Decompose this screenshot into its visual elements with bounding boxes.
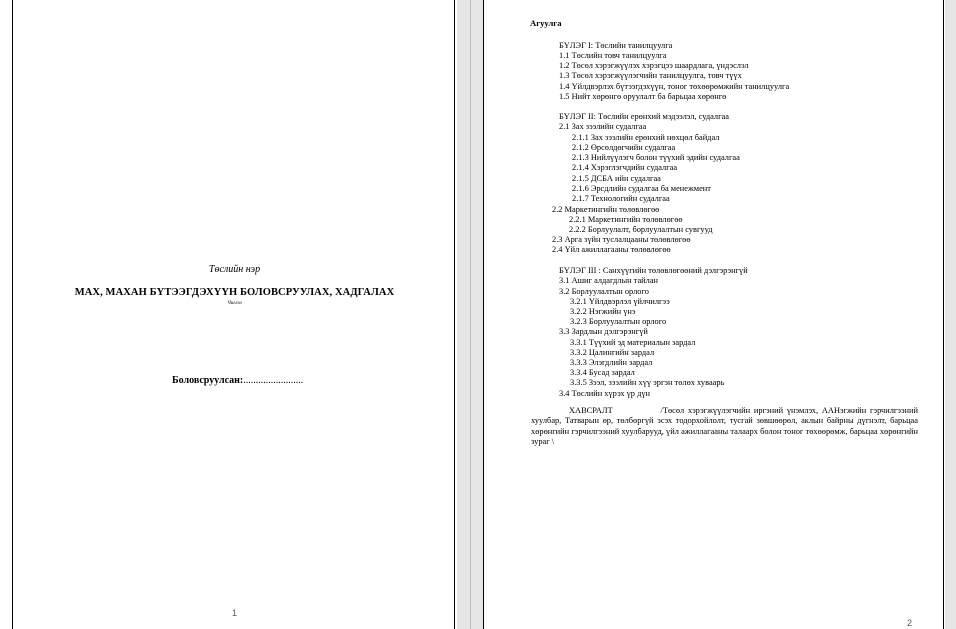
left-margin bbox=[0, 0, 12, 629]
toc-entry: БҮЛЭГ III : Санхүүгийн төлөвлөгөөний дэлгэрэнгүй bbox=[559, 266, 748, 275]
toc-entry: 3.1 Ашиг алдагдлын тайлан bbox=[559, 276, 659, 285]
right-margin bbox=[945, 0, 956, 629]
toc-entry: 2.1.5 ДСБА ийн судалгаа bbox=[572, 174, 661, 183]
document-page-1 bbox=[12, 0, 455, 629]
toc-entry: 2.1.4 Хэрэглэгчдийн судалгаа bbox=[572, 163, 678, 172]
toc-entry: 3.2.3 Борлуулалтын орлого bbox=[570, 317, 667, 326]
toc-entry: 2.1.7 Технологийн судалгаа bbox=[572, 194, 670, 203]
page-divider bbox=[470, 0, 471, 629]
toc-entry: 2.2 Маркетингийн төлөвлөгөө bbox=[552, 205, 660, 214]
project-name-label: Төслийн нэр bbox=[208, 264, 261, 275]
document-page-2 bbox=[483, 0, 944, 629]
direction-note: Чиглэл bbox=[227, 301, 242, 306]
toc-entry: 3.3 Зардлын дэлгэрэнгүй bbox=[559, 327, 648, 336]
project-title: МАХ, МАХАН БҮТЭЭГДЭХҮҮН БОЛОВСРУУЛАХ, ХАДГАЛАХ bbox=[74, 287, 395, 298]
toc-entry: 3.3.1 Түүхий эд материалын зардал bbox=[570, 338, 696, 347]
prepared-by bbox=[172, 375, 303, 386]
toc-entry: 2.1 Зах зээлийн судалгаа bbox=[559, 122, 647, 131]
toc-heading: Агуулга bbox=[530, 18, 562, 28]
toc-entry: 2.1.1 Зах зээлийн ерөнхий нөхцөл байдал bbox=[572, 133, 720, 142]
toc-entry: 3.2 Борлуулалтын орлого bbox=[559, 287, 649, 296]
toc-entry: 2.2.1 Маркетингийн төлөвлөгөө bbox=[569, 215, 683, 224]
toc-entry: 3.2.1 Үйлдвэрлэл үйлчилгээ bbox=[570, 297, 670, 306]
toc-entry: 1.1 Төслийн товч танилцуулга bbox=[559, 51, 667, 60]
toc-entry: 1.4 Үйлдвэрлэх бүтээгдэхүүн, тоног төхөөрөмжийн танилцуулга bbox=[559, 82, 790, 91]
toc-entry: 1.5 Нийт хөрөнгө оруулалт ба барьцаа хөрөнгө bbox=[559, 92, 727, 101]
toc-entry: 3.3.2 Цалингийн зардал bbox=[570, 348, 655, 357]
appendix-paragraph bbox=[531, 406, 918, 447]
prepared-by-blank: ........................ bbox=[243, 375, 304, 386]
toc-entry: 2.4 Үйл ажиллагааны төлөвлөгөө bbox=[552, 245, 671, 254]
toc-entry: 2.1.6 Эрсдлийн судалгаа ба менежмент bbox=[572, 184, 711, 193]
toc-entry: БҮЛЭГ II: Төслийн ерөнхий мэдээлэл, судалгаа bbox=[559, 112, 729, 121]
appendix-label: ХАВСРАЛТ bbox=[569, 406, 613, 415]
toc-entry: 2.2.2 Борлуулалт, борлуулалтын сувгууд bbox=[569, 225, 713, 234]
toc-entry: 3.3.4 Бусад зардал bbox=[570, 368, 635, 377]
prepared-by-label: Боловсруулсан: bbox=[172, 375, 244, 386]
page-number: 2 bbox=[907, 618, 913, 628]
toc-entry: 1.2 Төсөл хэрэгжүүлэх хэрэгцээ шаардлага, үндэслэл bbox=[559, 61, 749, 70]
toc-entry: 3.3.5 Зээл, зээлийн хүү эргэн төлөх хуваарь bbox=[570, 378, 725, 387]
toc-entry: 3.2.2 Нэгжийн үнэ bbox=[570, 307, 636, 316]
toc-entry: 2.1.3 Нийлүүлэгч болон түүхий эдийн судалгаа bbox=[572, 153, 740, 162]
toc-entry: 1.3 Төсөл хэрэгжүүлэгчийн танилцуулга, товч түүх bbox=[559, 71, 742, 80]
toc-entry: 2.1.2 Өрсөлдөгчийн судалгаа bbox=[572, 143, 676, 152]
appendix-text: /Төсөл хэрэгжүүлэгчийн иргэний үнэмлэх, ААНэгжийн гэрчилгээний хуулбар, Татварын өр, төлбөргүй эсэх тодорхойлолт, тусгай зөвшөөрөл, аклын байрны дүгнэлт, барьцаа хөрөнгийн гэрчилгээний хуулбарууд, үйл ажиллагааны талаарх болон тоног төхөөрөмж, барьцаа хөрөнгийн зураг \ bbox=[531, 406, 919, 446]
toc-entry: 3.3.3 Элэгдлийн зардал bbox=[570, 358, 653, 367]
toc-entry: БҮЛЭГ I: Төслийн танилцуулга bbox=[559, 41, 673, 50]
page-number: 1 bbox=[231, 608, 237, 618]
toc-entry: 2.3 Арга зүйн туслалцааны төлөвлөгөө bbox=[552, 235, 691, 244]
toc-entry: 3.4 Төслийн хүрэх үр дүн bbox=[559, 389, 651, 398]
